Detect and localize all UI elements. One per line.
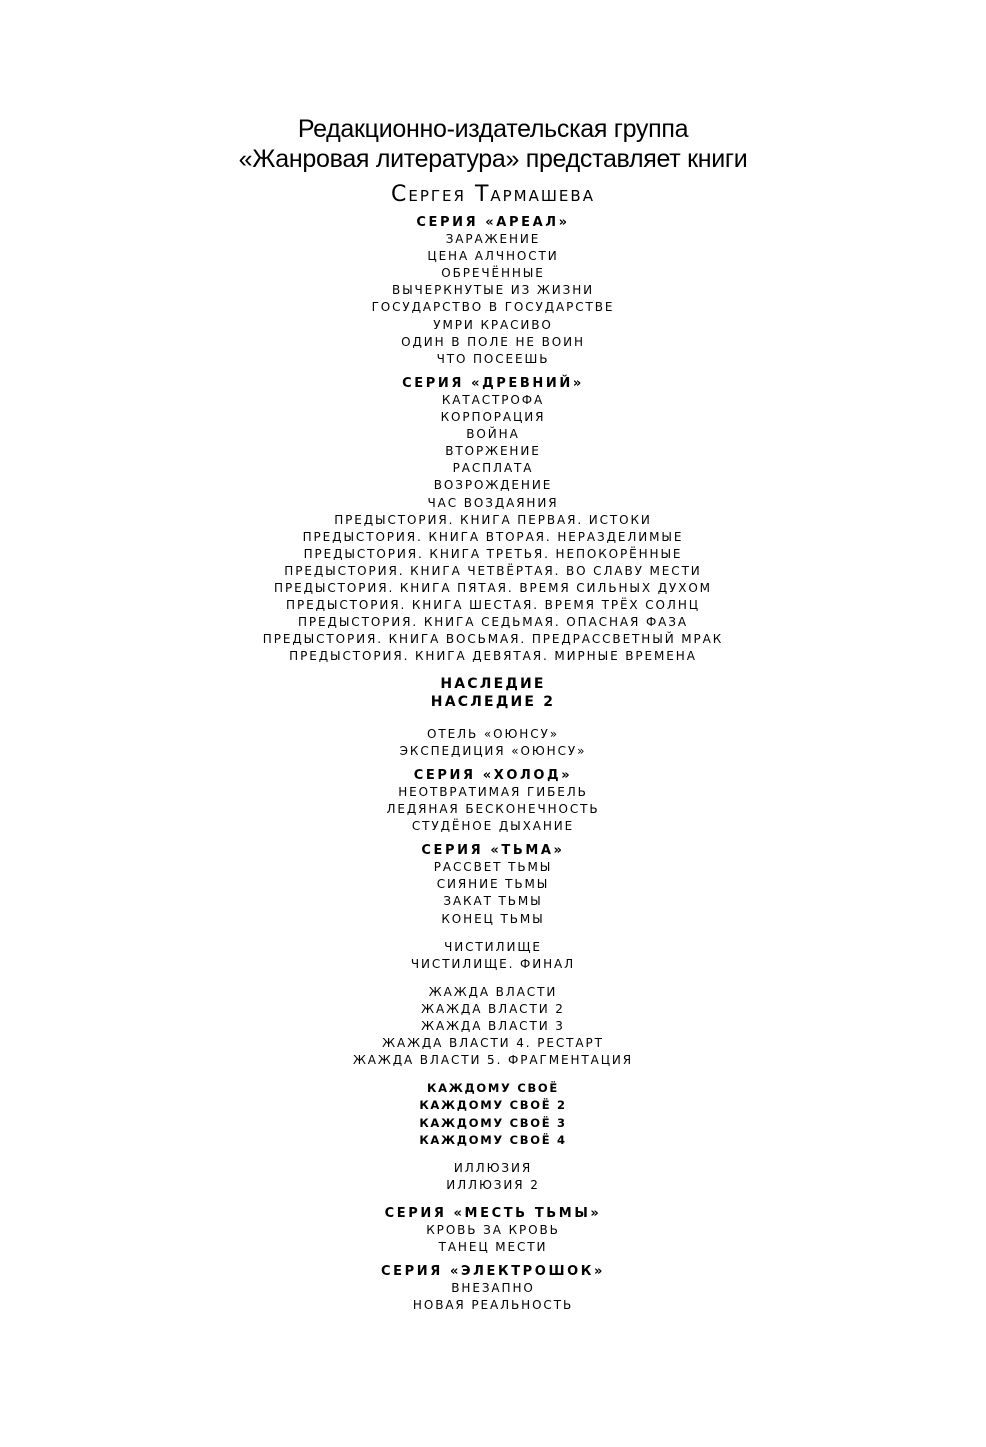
book-title: ВОЙНА [466,427,520,442]
group-chistilische [0,939,986,973]
book-title: ПРЕДЫСТОРИЯ. КНИГА ПЕРВАЯ. ИСТОКИ [334,512,652,527]
book-title: СИЯНИЕ ТЬМЫ [436,877,550,892]
book-title: РАССВЕТ ТЬМЫ [433,860,553,875]
series-drevniy [0,375,986,666]
book-title: ЗАКАТ ТЬМЫ [443,894,543,909]
book-title: ПРЕДЫСТОРИЯ. КНИГА ВТОРАЯ. НЕРАЗДЕЛИМЫЕ [302,529,684,544]
book-title: КОНЕЦ ТЬМЫ [441,911,545,926]
book-title: КАЖДОМУ СВОЁ 2 [419,1098,567,1113]
book-title: ОТЕЛЬ «ОЮНСУ» [427,726,559,741]
series-title: СЕРИЯ «ЭЛЕКТРОШОК» [381,1264,605,1280]
author-name: Сергея Тармашева [391,182,595,207]
book-title: КАЖДОМУ СВОЁ [427,1081,559,1096]
book-title: НОВАЯ РЕАЛЬНОСТЬ [412,1298,574,1313]
book-title: КАЖДОМУ СВОЁ 4 [419,1132,567,1147]
book-title: ЧТО ПОСЕЕШЬ [436,351,550,366]
group-zhazhda-vlasti [0,984,986,1069]
group-kazhdomu-svoe [0,1080,986,1148]
book-title: ВЫЧЕРКНУТЫЕ ИЗ ЖИЗНИ [391,283,595,298]
book-title: ПРЕДЫСТОРИЯ. КНИГА ШЕСТАЯ. ВРЕМЯ ТРЁХ СОЛНЦ [286,598,700,613]
series-title: СЕРИЯ «ТЬМА» [421,843,565,859]
book-list [0,214,986,1314]
book-title: КАТАСТРОФА [441,392,545,407]
book-title: ПРЕДЫСТОРИЯ. КНИГА ВОСЬМАЯ. ПРЕДРАССВЕТНЫЙ МРАК [262,632,724,647]
series-areal [0,214,986,368]
book-title: ЖАЖДА ВЛАСТИ 2 [421,1001,565,1016]
book-title: ПРЕДЫСТОРИЯ. КНИГА СЕДЬМАЯ. ОПАСНАЯ ФАЗА [298,615,688,630]
book-title: ЛЕДЯНАЯ БЕСКОНЕЧНОСТЬ [386,802,600,816]
book-title: РАСПЛАТА [452,461,534,476]
book-title: НАСЛЕДИЕ 2 [430,693,556,710]
book-title: ЦЕНА АЛЧНОСТИ [427,249,559,264]
intro-line-1: Редакционно-издательская группа [297,115,689,143]
series-title: СЕРИЯ «МЕСТЬ ТЬМЫ» [384,1205,602,1221]
book-title: УМРИ КРАСИВО [433,317,553,332]
book-title: ВНЕЗАПНО [451,1281,535,1296]
publisher-intro [0,114,986,174]
book-title: ЗАРАЖЕНИЕ [445,232,541,247]
group-nasledie [0,676,986,710]
series-elektroshok [0,1263,986,1314]
book-title: ТАНЕЦ МЕСТИ [438,1240,548,1255]
book-title: КРОВЬ ЗА КРОВЬ [426,1222,560,1237]
book-title: СТУДЁНОЕ ДЫХАНИЕ [411,819,575,834]
book-title: ПРЕДЫСТОРИЯ. КНИГА ТРЕТЬЯ. НЕПОКОРЁННЫЕ [303,546,683,561]
group-illyuziya [0,1160,986,1194]
book-title: ЖАЖДА ВЛАСТИ 3 [421,1019,565,1034]
book-title: ИЛЛЮЗИЯ [453,1160,533,1175]
book-title: ЧАС ВОЗДАЯНИЯ [427,495,559,510]
intro-line-2: «Жанровая литература» представляет книги [238,145,748,173]
book-title: ЧИСТИЛИЩЕ. ФИНАЛ [410,956,576,971]
book-title: ЭКСПЕДИЦИЯ «ОЮНСУ» [399,743,587,758]
book-title: ГОСУДАРСТВО В ГОСУДАРСТВЕ [371,300,615,315]
series-title: СЕРИЯ «ДРЕВНИЙ» [402,375,584,391]
book-title: ВОЗРОЖДЕНИЕ [433,478,553,493]
series-title: СЕРИЯ «ХОЛОД» [413,767,573,783]
series-holod [0,767,986,835]
book-title: ЖАЖДА ВЛАСТИ [428,984,558,999]
book-title: ВТОРЖЕНИЕ [445,444,541,459]
series-tma [0,842,986,927]
series-mest-tmy [0,1205,986,1256]
book-title: ПРЕДЫСТОРИЯ. КНИГА ПЯТАЯ. ВРЕМЯ СИЛЬНЫХ ДУХОМ [274,580,712,595]
book-title: НАСЛЕДИЕ [440,676,546,693]
book-title: ЖАЖДА ВЛАСТИ 5. ФРАГМЕНТАЦИЯ [352,1053,634,1068]
group-oyunsu [0,726,986,760]
book-title: ПРЕДЫСТОРИЯ. КНИГА ДЕВЯТАЯ. МИРНЫЕ ВРЕМЕНА [289,649,697,664]
book-title: НЕОТВРАТИМАЯ ГИБЕЛЬ [398,784,588,799]
book-title: КОРПОРАЦИЯ [440,410,546,425]
book-title: ПРЕДЫСТОРИЯ. КНИГА ЧЕТВЁРТАЯ. ВО СЛАВУ МЕСТИ [284,563,702,578]
book-title: ЖАЖДА ВЛАСТИ 4. РЕСТАРТ [382,1036,604,1051]
book-title: ОДИН В ПОЛЕ НЕ ВОИН [401,334,585,349]
book-title: ЧИСТИЛИЩЕ [444,939,542,954]
book-title: КАЖДОМУ СВОЁ 3 [419,1115,567,1130]
book-title: ОБРЕЧЁННЫЕ [441,266,545,281]
series-title: СЕРИЯ «АРЕАЛ» [416,215,570,230]
book-title: ИЛЛЮЗИЯ 2 [446,1177,540,1192]
